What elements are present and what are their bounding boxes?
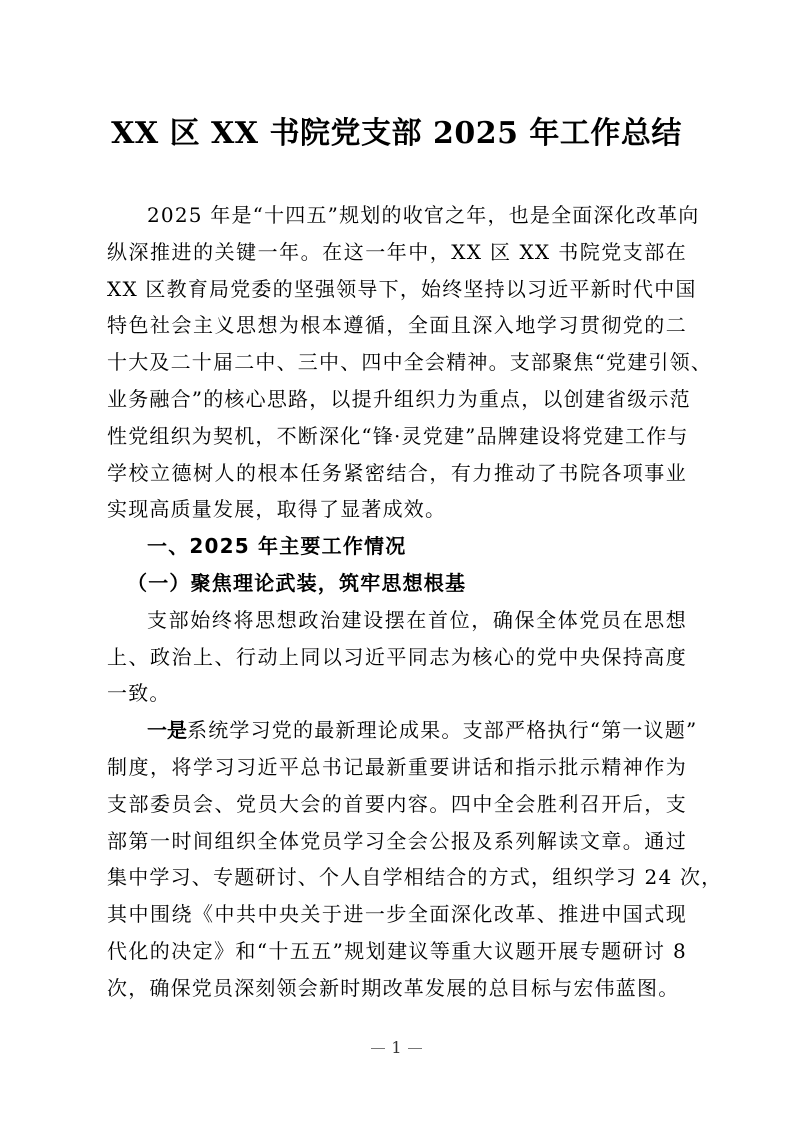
subsection-heading: （一）聚焦理论武装，筑牢思想根基 <box>127 570 467 595</box>
text-line: 十大及二十届二中、三中、四中全会精神。支部聚焦“党建引领、 <box>107 350 713 375</box>
document-title: XX 区 XX 书院党支部 2025 年工作总结 <box>111 116 682 151</box>
text-line: 纵深推进的关键一年。在这一年中，XX 区 XX 书院党支部在 <box>107 239 687 264</box>
footer-dash-left <box>371 1048 385 1049</box>
text-line: 一致。 <box>107 681 171 706</box>
text-line: 性党组织为契机，不断深化“锋·灵党建”品牌建设将党建工作与 <box>107 423 689 448</box>
text-line: 支部委员会、党员大会的首要内容。四中全会胜利召开后，支 <box>107 791 687 816</box>
text-line: 实现高质量发展，取得了显著成效。 <box>107 497 447 522</box>
text-line: 支部始终将思想政治建设摆在首位，确保全体党员在思想 <box>147 607 687 632</box>
intro-paragraph <box>107 197 713 528</box>
text-line: 业务融合”的核心思路，以提升组织力为重点，以创建省级示范 <box>107 386 691 411</box>
page-number: 1 <box>391 1038 402 1057</box>
text-line: 代化的决定》和“十五五”规划建议等重大议题开展专题研讨 8 <box>107 938 687 963</box>
text-line: 制度，将学习习近平总书记最新重要讲话和指示批示精神作为 <box>107 754 687 779</box>
paragraph-lead: 一是 <box>147 718 187 743</box>
text-line: 上、政治上、行动上同以习近平同志为核心的党中央保持高度 <box>107 644 687 669</box>
paragraph-theory-study <box>107 712 723 1006</box>
text-line <box>107 712 698 749</box>
text-span: 系统学习党的最新理论成果。支部严格执行“第一议题” <box>187 718 698 743</box>
text-line: 次，确保党员深刻领会新时期改革发展的总目标与宏伟蓝图。 <box>107 975 680 1000</box>
footer-dash-right <box>408 1048 422 1049</box>
text-line: 2025 年是“十四五”规划的收官之年，也是全面深化改革向 <box>147 203 700 227</box>
text-line: 学校立德树人的根本任务紧密结合，有力推动了书院各项事业 <box>107 460 687 485</box>
document-body <box>107 197 723 1007</box>
text-line: XX 区教育局党委的坚强领导下，始终坚持以习近平新时代中国 <box>107 276 697 301</box>
text-line: 特色社会主义思想为根本遵循，全面且深入地学习贯彻党的二 <box>107 313 687 338</box>
section-heading: 一、2025 年主要工作情况 <box>147 534 407 559</box>
text-line: 集中学习、专题研讨、个人自学相结合的方式，组织学习 24 次， <box>107 865 723 890</box>
paragraph-political-building <box>107 602 687 712</box>
page-footer <box>0 1038 793 1057</box>
text-line: 其中围绕《中共中央关于进一步全面深化改革、推进中国式现 <box>107 902 687 927</box>
text-line: 部第一时间组织全体党员学习全会公报及系列解读文章。通过 <box>107 828 687 853</box>
